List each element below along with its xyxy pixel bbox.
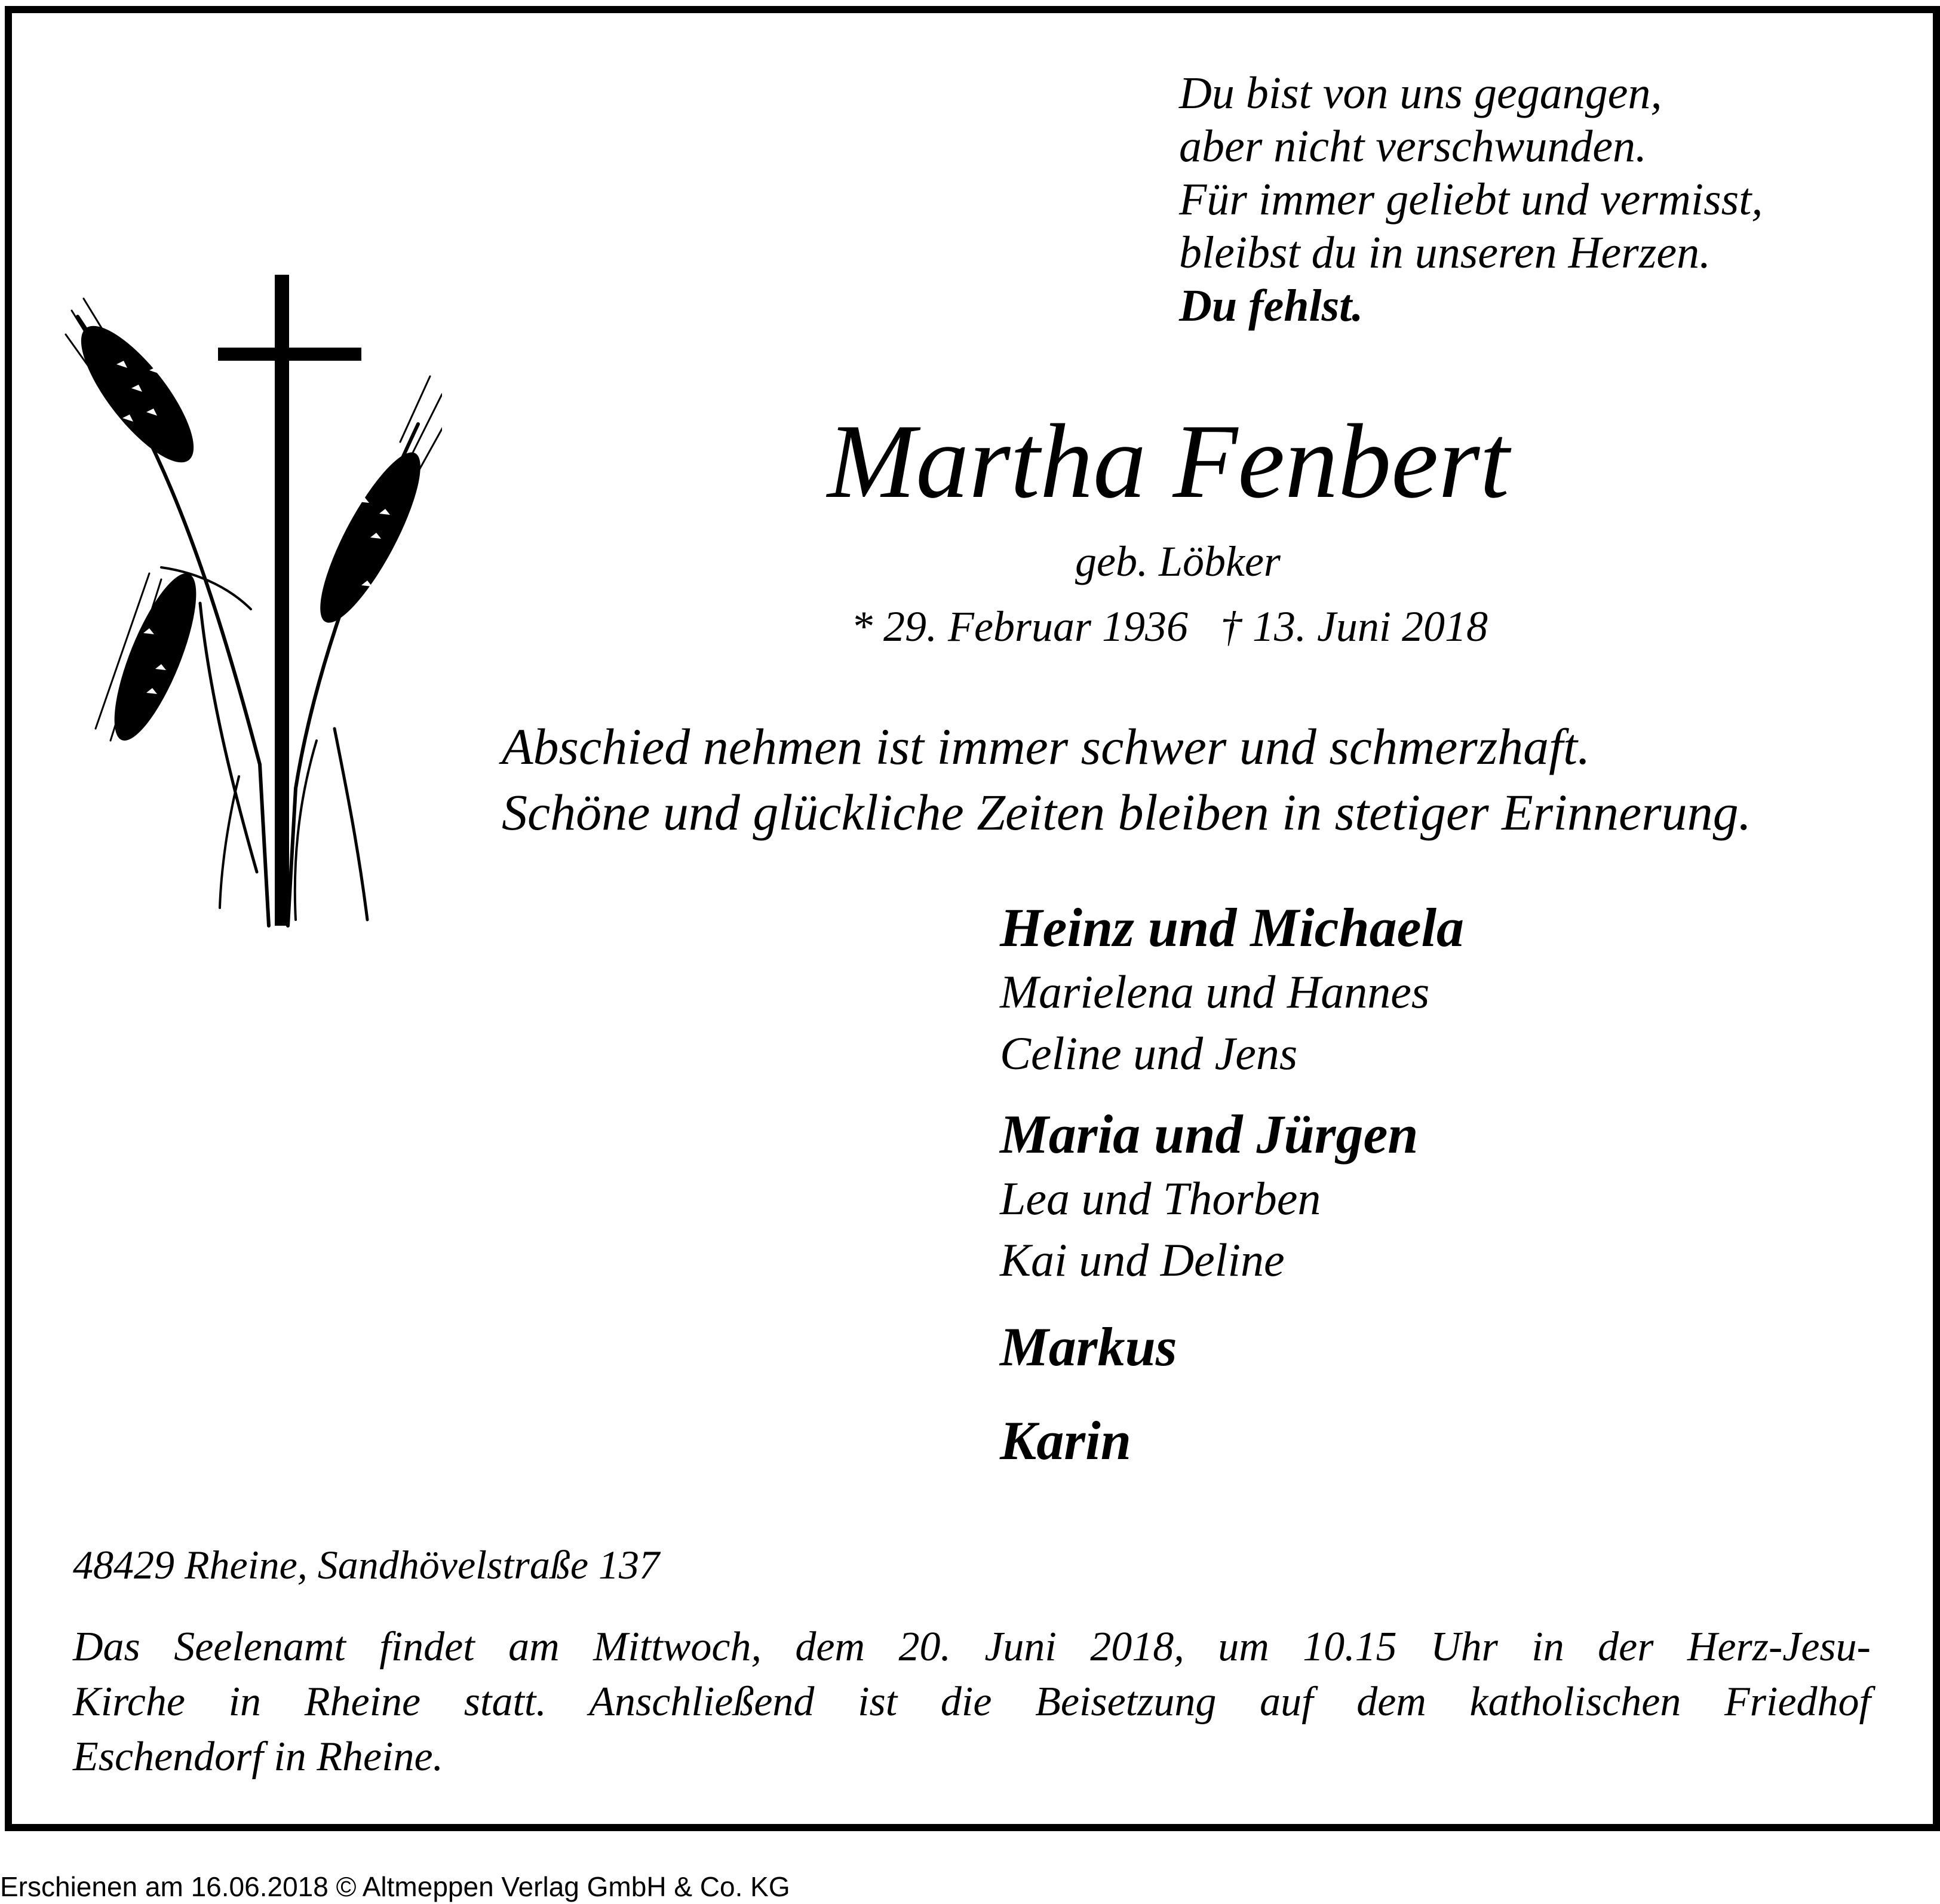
- farewell-saying: [502, 714, 1751, 845]
- mourner-group-head: Markus: [1000, 1316, 1177, 1377]
- service-info: [73, 1620, 1871, 1785]
- service-line: Eschendorf in Rheine.: [73, 1734, 444, 1780]
- service-line: Das Seelenamt findet am Mittwoch, dem 20. Juni 2018, um 10.15 Uhr in der Herz-Jesu-: [73, 1624, 1871, 1670]
- mourner-group: [1000, 894, 1464, 1084]
- saying-line: Schöne und glückliche Zeiten bleiben in stetiger Erinnerung.: [502, 784, 1752, 841]
- poem-line: bleibst du in unseren Herzen.: [1179, 228, 1711, 278]
- saying-line: Abschied nehmen ist immer schwer und schmerzhaft.: [502, 718, 1591, 775]
- mourner-group-head: Heinz und Michaela: [1000, 897, 1465, 958]
- cross-with-wheat-icon: [60, 275, 442, 932]
- poem-line: aber nicht verschwunden.: [1179, 121, 1647, 171]
- mourner-group: [1000, 1101, 1464, 1291]
- deceased-name: Martha Fenbert: [827, 402, 1509, 520]
- mourner-member: Kai und Deline: [1000, 1234, 1285, 1286]
- mourner-group-head: Maria und Jürgen: [1000, 1104, 1419, 1165]
- poem: [1179, 67, 1763, 333]
- mourner-group-head: Karin: [1000, 1410, 1131, 1471]
- mourner-group: [1000, 1313, 1464, 1380]
- poem-line: Du bist von uns gegangen,: [1179, 68, 1662, 118]
- address: 48429 Rheine, Sandhövelstraße 137: [73, 1542, 660, 1587]
- publication-footer: Erschienen am 16.06.2018 © Altmeppen Verlag GmbH & Co. KG: [0, 1871, 790, 1902]
- poem-line: Für immer geliebt und vermisst,: [1179, 174, 1763, 225]
- mourner-group: [1000, 1407, 1464, 1474]
- mourner-member: Lea und Thorben: [1000, 1172, 1321, 1224]
- service-line: Kirche in Rheine statt. Anschließend ist die Beisetzung auf dem katholischen Friedhof: [73, 1679, 1871, 1725]
- mourner-member: Celine und Jens: [1000, 1027, 1298, 1079]
- poem-closing: Du fehlst.: [1179, 281, 1364, 331]
- maiden-name: geb. Löbker: [1075, 538, 1281, 585]
- mourners-list: [1000, 894, 1464, 1474]
- life-dates: * 29. Februar 1936 † 13. Juni 2018: [851, 603, 1488, 650]
- mourner-member: Marielena und Hannes: [1000, 966, 1430, 1018]
